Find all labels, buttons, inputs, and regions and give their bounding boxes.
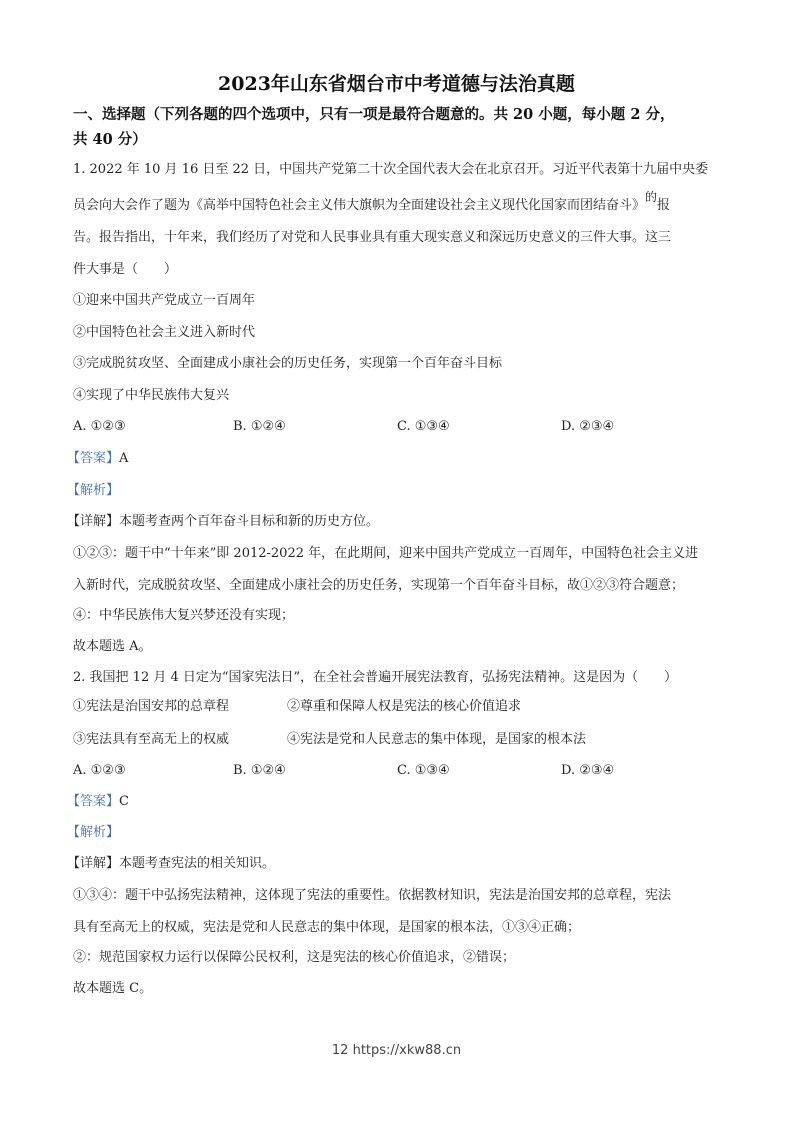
q2-item: ①宪法是治国安邦的总章程 (73, 699, 230, 714)
section-heading: 一、选择题（下列各题的四个选项中，只有一项是最符合题意的。共 20 小题，每小题 2 分， (73, 106, 675, 123)
q1-option-a: A. ①②③ (73, 419, 126, 434)
answer-value: A (119, 451, 129, 466)
q2-detail: 具有至高无上的权威，宪法是党和人民意志的集中体现，是国家的根本法，①③④正确； (73, 920, 581, 935)
q1-detail: 故本题选 A。 (73, 639, 152, 654)
q1-stem: 告。报告指出，十年来，我们经历了对党和人民事业具有重大现实意义和深远历史意义的三件大事。这三 (73, 230, 672, 245)
q1-option-d: D. ②③④ (561, 419, 615, 434)
q2-stem: 2. 我国把 12 月 4 日定为“国家宪法日”，在全社会普遍开展宪法教育，弘扬宪法精神。这是因为（ ） (73, 670, 678, 685)
answer-value: C (119, 794, 129, 809)
q2-detail: 故本题选 C。 (73, 981, 153, 996)
q2-detail: 【详解】本题考查宪法的相关知识。 (67, 856, 276, 871)
q2-option-c: C. ①③④ (397, 763, 450, 778)
q2-analysis-tag: 【解析】 (67, 825, 120, 840)
q2-answer (67, 793, 129, 811)
q1-analysis-tag: 【解析】 (67, 483, 120, 498)
q1-detail: ①②③：题干中“十年来”即 2012-2022 年，在此期间，迎来中国共产党成立一百周年，中国特色社会主义进 (73, 546, 699, 561)
q2-item: ②尊重和保障人权是宪法的核心价值追求 (287, 699, 522, 714)
q1-stem: 1. 2022 年 10 月 16 日至 22 日，中国共产党第二十次全国代表大会在北京召开。习近平代表第十九届中央委 (73, 162, 709, 177)
q1-option-b: B. ①②④ (233, 419, 286, 434)
q1-stem-text: 员会向大会作了题为《高举中国特色社会主义伟大旗帜为全面建设社会主义现代化国家而团结奋斗》 (73, 198, 646, 213)
q1-stem-sup: 的 (645, 190, 658, 204)
answer-tag: 【答案】 (67, 451, 120, 466)
section-heading-cont: 共 40 分） (73, 131, 147, 148)
q2-item: ③宪法具有至高无上的权威 (73, 732, 230, 747)
q1-stem (73, 190, 671, 215)
q2-detail: ①③④：题干中弘扬宪法精神，这体现了宪法的重要性。依据教材知识，宪法是治国安邦的总章程，宪法 (73, 888, 672, 903)
q1-detail: ④：中华民族伟大复兴梦还没有实现； (73, 608, 295, 623)
page-title: 2023年山东省烟台市中考道德与法治真题 (218, 73, 575, 95)
q1-option-c: C. ①③④ (397, 419, 450, 434)
q1-detail: 【详解】本题考查两个百年奋斗目标和新的历史方位。 (67, 514, 380, 529)
q1-item: ③完成脱贫攻坚、全面建成小康社会的历史任务，实现第一个百年奋斗目标 (73, 356, 503, 371)
q1-stem-tail: 报 (657, 198, 671, 213)
q2-detail: ②：规范国家权力运行以保障公民权利，这是宪法的核心价值追求，②错误； (73, 950, 516, 965)
q1-item: ①迎来中国共产党成立一百周年 (73, 293, 256, 308)
answer-tag: 【答案】 (67, 794, 120, 809)
q2-option-a: A. ①②③ (73, 763, 126, 778)
q2-option-b: B. ①②④ (233, 763, 286, 778)
q1-item: ②中国特色社会主义进入新时代 (73, 325, 256, 340)
q1-item: ④实现了中华民族伟大复兴 (73, 388, 230, 403)
page-footer: 12 https://xkw88.cn (331, 1043, 462, 1058)
q2-option-d: D. ②③④ (561, 763, 615, 778)
q1-stem: 件大事是（ ） (73, 262, 178, 277)
q2-item: ④宪法是党和人民意志的集中体现，是国家的根本法 (287, 732, 587, 747)
q1-detail: 入新时代，完成脱贫攻坚、全面建成小康社会的历史任务，实现第一个百年奋斗目标，故①②③符合题意； (73, 578, 685, 593)
q1-answer (67, 450, 128, 468)
